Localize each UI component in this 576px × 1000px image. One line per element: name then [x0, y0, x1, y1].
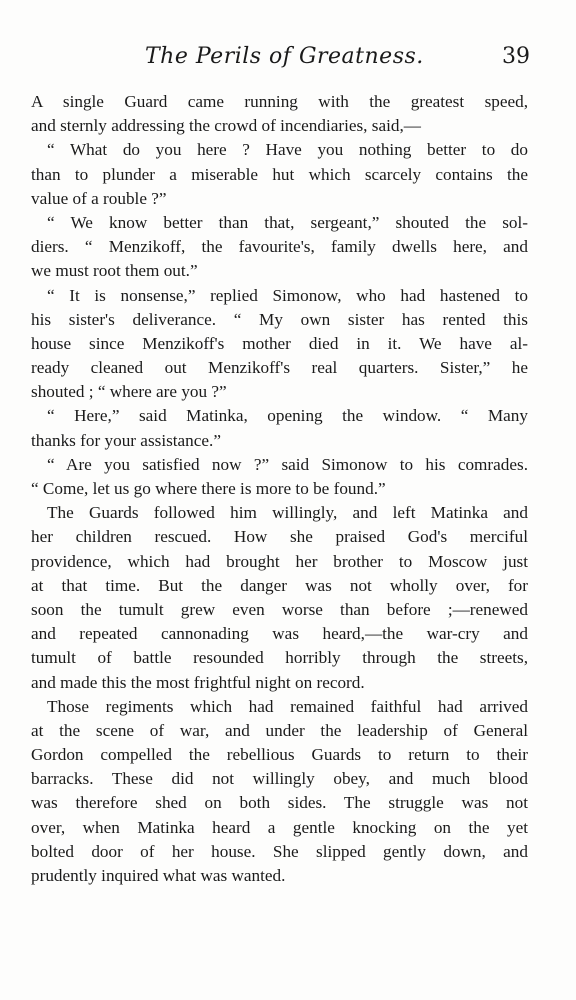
text-line: thanks for your assistance.”	[31, 430, 221, 450]
body-text	[31, 90, 528, 888]
text-line: and sternly addressing the crowd of incendiaries, said,—	[31, 116, 421, 136]
text-line: barracks. These did not willingly obey, and much blood	[31, 769, 528, 789]
text-line: “ It is nonsense,” replied Simonow, who had hastened to	[47, 285, 528, 305]
text-line: diers. “ Menzikoff, the favourite's, family dwells here, and	[31, 237, 528, 257]
text-line: “ Are you satisfied now ?” said Simonow to his comrades.	[47, 454, 528, 474]
text-line: we must root them out.”	[31, 261, 198, 281]
text-line: her children rescued. How she praised God's merciful	[31, 527, 528, 547]
text-line: than to plunder a miserable hut which scarcely contains the	[31, 164, 528, 184]
text-line: over, when Matinka heard a gentle knocking on the yet	[31, 817, 528, 837]
page-header	[30, 44, 530, 74]
text-line: “ We know better than that, sergeant,” shouted the sol-	[47, 212, 528, 232]
text-line: at that time. But the danger was not wholly over, for	[31, 575, 528, 595]
text-line: house since Menzikoff's mother died in it. We have al-	[31, 333, 528, 353]
text-line: tumult of battle resounded horribly through the streets,	[31, 648, 528, 668]
text-line: shouted ; “ where are you ?”	[31, 382, 227, 402]
text-line: soon the tumult grew even worse than before ;—renewed	[31, 599, 528, 619]
text-line: and made this the most frightful night on record.	[31, 672, 365, 692]
text-line: “ Here,” said Matinka, opening the window. “ Many	[47, 406, 528, 426]
text-line: was therefore shed on both sides. The struggle was not	[31, 793, 528, 813]
text-line: value of a rouble ?”	[31, 188, 167, 208]
text-line: and repeated cannonading was heard,—the war-cry and	[31, 624, 528, 644]
text-line: bolted door of her house. She slipped gently down, and	[31, 841, 528, 861]
text-line: at the scene of war, and under the leadership of General	[31, 720, 528, 740]
text-line: “ Come, let us go where there is more to be found.”	[31, 479, 386, 498]
text-line: prudently inquired what was wanted.	[31, 866, 286, 885]
page-number: 39	[502, 44, 530, 69]
text-line: Gordon compelled the rebellious Guards to return to their	[31, 745, 528, 765]
text-line: providence, which had brought her brother to Moscow just	[31, 551, 528, 571]
text-line: A single Guard came running with the greatest speed,	[31, 92, 528, 111]
text-line: his sister's deliverance. “ My own sister has rented this	[31, 309, 528, 329]
text-line: Those regiments which had remained faithful had arrived	[47, 696, 528, 716]
running-title: The Perils of Greatness.	[145, 44, 424, 69]
text-line: The Guards followed him willingly, and left Matinka and	[47, 503, 528, 523]
text-line: ready cleaned out Menzikoff's real quarters. Sister,” he	[31, 358, 528, 378]
text-line: “ What do you here ? Have you nothing better to do	[47, 140, 528, 160]
